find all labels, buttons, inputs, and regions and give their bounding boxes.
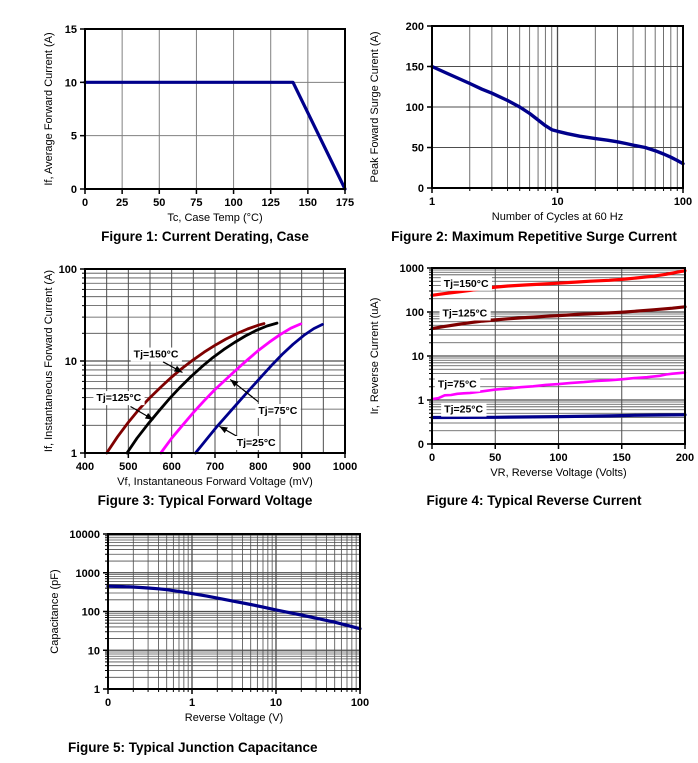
x-tick-label: 10 (269, 697, 283, 709)
y-tick-label: 10 (87, 645, 100, 658)
gridlines (432, 26, 683, 188)
gridlines (85, 269, 345, 453)
y-tick-label: 5 (70, 130, 77, 143)
y-tick-label: 100 (81, 606, 100, 619)
y-tick-label: 100 (58, 264, 77, 276)
x-axis-label: Reverse Voltage (V) (184, 712, 284, 724)
y-tick-label: 50 (411, 142, 424, 155)
annotation-arrowhead (145, 413, 154, 420)
annotation-arrowhead (219, 426, 228, 433)
x-tick-label: 0 (104, 697, 112, 709)
y-tick-label: 0 (417, 439, 424, 451)
x-tick-label: 25 (116, 197, 129, 209)
y-tick-label: 10000 (69, 529, 100, 541)
y-tick-label: 10 (64, 77, 77, 90)
x-tick-label: 1 (188, 697, 196, 709)
figure-4-block (370, 256, 698, 516)
curve-label: Tj=25°C (236, 437, 276, 450)
figure-5-plot (40, 516, 380, 739)
x-axis-label: VR, Reverse Voltage (Volts) (490, 467, 627, 479)
figure-4-plot (370, 256, 698, 492)
x-tick-label: 150 (298, 197, 318, 209)
x-axis-label: Tc, Case Temp (°C) (167, 212, 263, 224)
figure-3-caption: Figure 3: Typical Forward Voltage (97, 493, 313, 508)
x-tick-label: 600 (162, 461, 181, 473)
y-tick-label: 1 (70, 448, 77, 460)
figure-1-plot (40, 16, 370, 228)
x-tick-label: 700 (205, 461, 225, 473)
y-axis-label: Ir, Reverse Current (uA) (369, 297, 381, 415)
x-tick-label: 100 (549, 452, 568, 464)
x-axis-label: Vf, Instantaneous Forward Voltage (mV) (117, 476, 313, 488)
y-axis-label: Capacitance (pF) (49, 569, 61, 654)
y-axis-label: Peak Foward Surge Curent (A) (369, 31, 381, 183)
x-tick-label: 10 (551, 196, 564, 208)
curve-label: Tj=150°C (443, 277, 489, 290)
axes (406, 21, 693, 208)
y-tick-label: 100 (405, 307, 424, 319)
gridlines (108, 534, 360, 689)
x-tick-label: 50 (489, 452, 502, 464)
figure-1-caption: Figure 1: Current Derating, Case (101, 229, 309, 244)
y-tick-label: 15 (64, 24, 77, 36)
y-tick-label: 0 (70, 184, 77, 196)
x-tick-label: 1 (428, 196, 436, 208)
series-junction-capacitance (108, 586, 360, 629)
x-tick-label: 200 (675, 452, 695, 464)
figure-3-plot (40, 256, 370, 492)
curve-label: Tj=75°C (437, 378, 477, 391)
figure-4-caption: Figure 4: Typical Reverse Current (426, 493, 642, 508)
x-tick-label: 175 (335, 197, 355, 209)
x-tick-label: 400 (75, 461, 95, 473)
curve-label: Tj=25°C (444, 403, 484, 416)
curve-label: Tj=75°C (258, 404, 298, 417)
x-tick-label: 150 (612, 452, 631, 464)
y-tick-label: 10 (64, 356, 77, 368)
figure-1-block (40, 16, 370, 256)
y-tick-label: 1 (93, 684, 100, 696)
y-tick-label: 150 (405, 61, 424, 74)
x-tick-label: 0 (428, 452, 436, 464)
figure-2-plot (370, 16, 698, 228)
y-tick-label: 0 (417, 183, 424, 195)
x-tick-label: 800 (249, 461, 268, 473)
figure-3-block (40, 256, 370, 516)
curve-label: Tj=125°C (96, 392, 142, 405)
curve-label: Tj=125°C (442, 307, 488, 320)
axes (59, 264, 358, 473)
figure-5-caption: Figure 5: Typical Junction Capacitance (68, 740, 318, 755)
figure-5-block (40, 516, 380, 763)
x-tick-label: 900 (292, 461, 311, 473)
y-tick-label: 200 (405, 21, 424, 33)
y-tick-label: 1000 (399, 263, 424, 275)
curve-label: Tj=150°C (133, 348, 179, 361)
x-tick-label: 125 (261, 197, 280, 209)
x-tick-label: 50 (153, 197, 166, 209)
y-tick-label: 1000 (75, 567, 100, 580)
figure-2-caption: Figure 2: Maximum Repetitive Surge Current (391, 229, 677, 244)
y-tick-label: 1 (417, 395, 424, 407)
x-tick-label: 100 (350, 697, 370, 709)
x-tick-label: 0 (81, 197, 89, 209)
x-axis-label: Number of Cycles at 60 Hz (491, 211, 624, 223)
x-tick-label: 500 (119, 461, 138, 473)
y-axis-label: If, Average Forward Current (A) (43, 32, 55, 186)
x-tick-label: 75 (190, 197, 203, 209)
x-tick-label: 100 (224, 197, 243, 209)
y-axis-label: If, Instantaneous Forward Current (A) (43, 269, 55, 453)
y-tick-label: 10 (411, 351, 424, 363)
x-tick-label: 100 (673, 196, 693, 208)
y-tick-label: 100 (405, 102, 424, 114)
figure-2-block (370, 16, 698, 256)
x-tick-label: 1000 (332, 461, 358, 473)
